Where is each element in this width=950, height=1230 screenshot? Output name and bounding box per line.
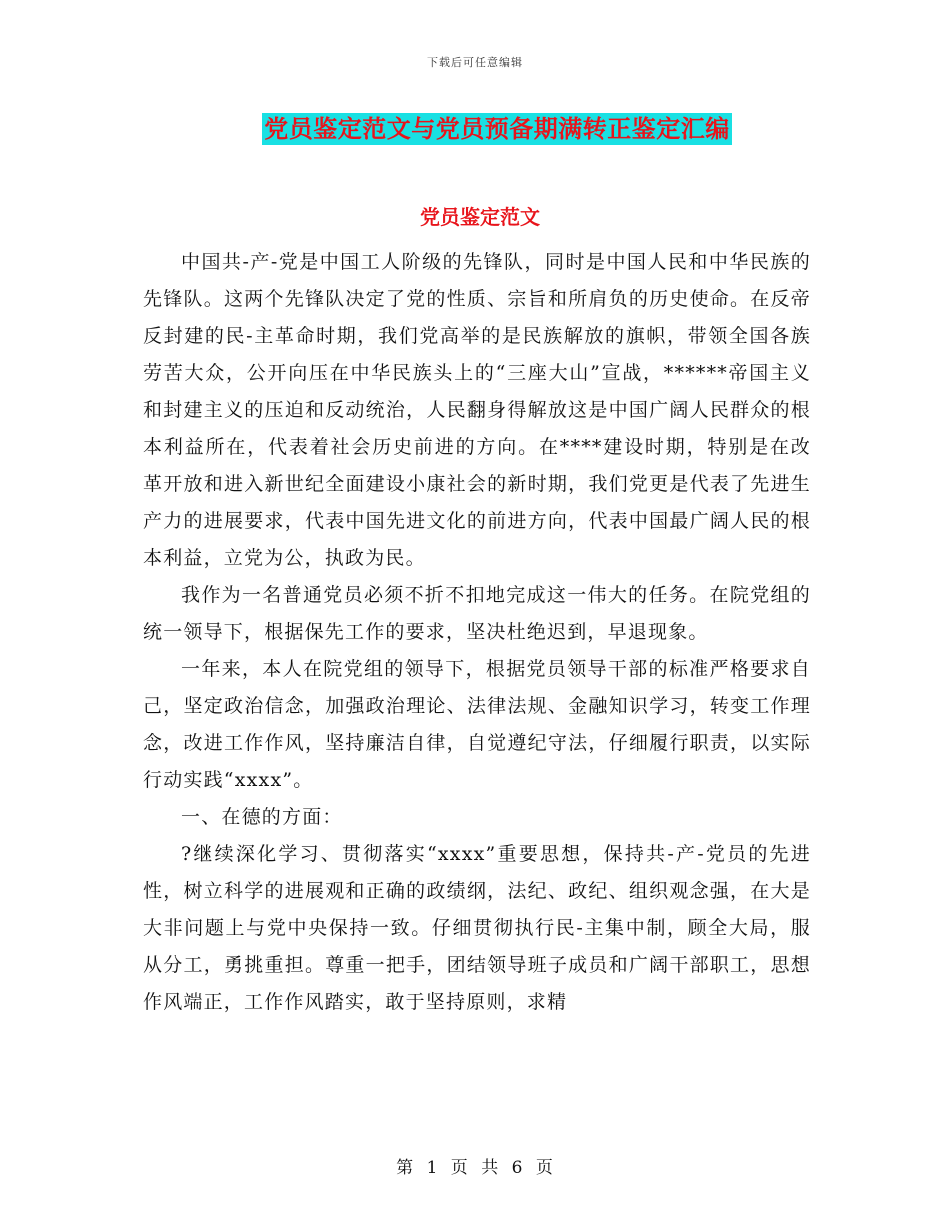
paragraph: ?继续深化学习、贯彻落实“xxxx”重要思想，保持共-产-党员的先进性，树立科学的进展观和正确的政绩纲，法纪、政纪、组织观念强，在大是大非问题上与党中央保持一致。仔细贯彻执行民-主集中制，顾全大局，服从分工，勇挑重担。尊重一把手，团结领导班子成员和广阔干部职工，思想作风端正，工作作风踏实，敢于坚持原则，求精 <box>143 843 811 1013</box>
document-body <box>143 244 811 1021</box>
paragraph: 我作为一名普通党员必须不折不扣地完成这一伟大的任务。在院党组的统一领导下，根据保先工作的要求，坚决杜绝迟到，早退现象。 <box>143 584 811 643</box>
header-note: 下载后可任意编辑 <box>427 56 523 69</box>
document-title <box>0 113 950 145</box>
section-title: 党员鉴定范文 <box>420 205 540 229</box>
document-title-text: 党员鉴定范文与党员预备期满转正鉴定汇编 <box>264 114 730 143</box>
paragraph: 一、在德的方面： <box>181 806 343 828</box>
paragraph: 一年来，本人在院党组的领导下，根据党员领导干部的标准严格要求自己，坚定政治信念，加强政治理论、法律法规、金融知识学习，转变工作理念，改进工作作风，坚持廉洁自律，自觉遵纪守法，仔细履行职责，以实际行动实践“xxxx”。 <box>143 658 811 791</box>
page-indicator: 第 1 页 共 6 页 <box>396 1158 554 1178</box>
paragraph: 中国共-产-党是中国工人阶级的先锋队，同时是中国人民和中华民族的先锋队。这两个先锋队决定了党的性质、宗旨和所肩负的历史使命。在反帝反封建的民-主革命时期，我们党高举的是民族解放的旗帜，带领全国各族劳苦大众，公开向压在中华民族头上的“三座大山”宣战，******帝国主义和封建主义的压迫和反动统治，人民翻身得解放这是中国广阔人民群众的根本利益所在，代表着社会历史前进的方向。在****建设时期，特别是在改革开放和进入新世纪全面建设小康社会的新时期，我们党更是代表了先进生产力的进展要求，代表中国先进文化的前进方向，代表中国最广阔人民的根本利益，立党为公，执政为民。 <box>143 251 811 569</box>
